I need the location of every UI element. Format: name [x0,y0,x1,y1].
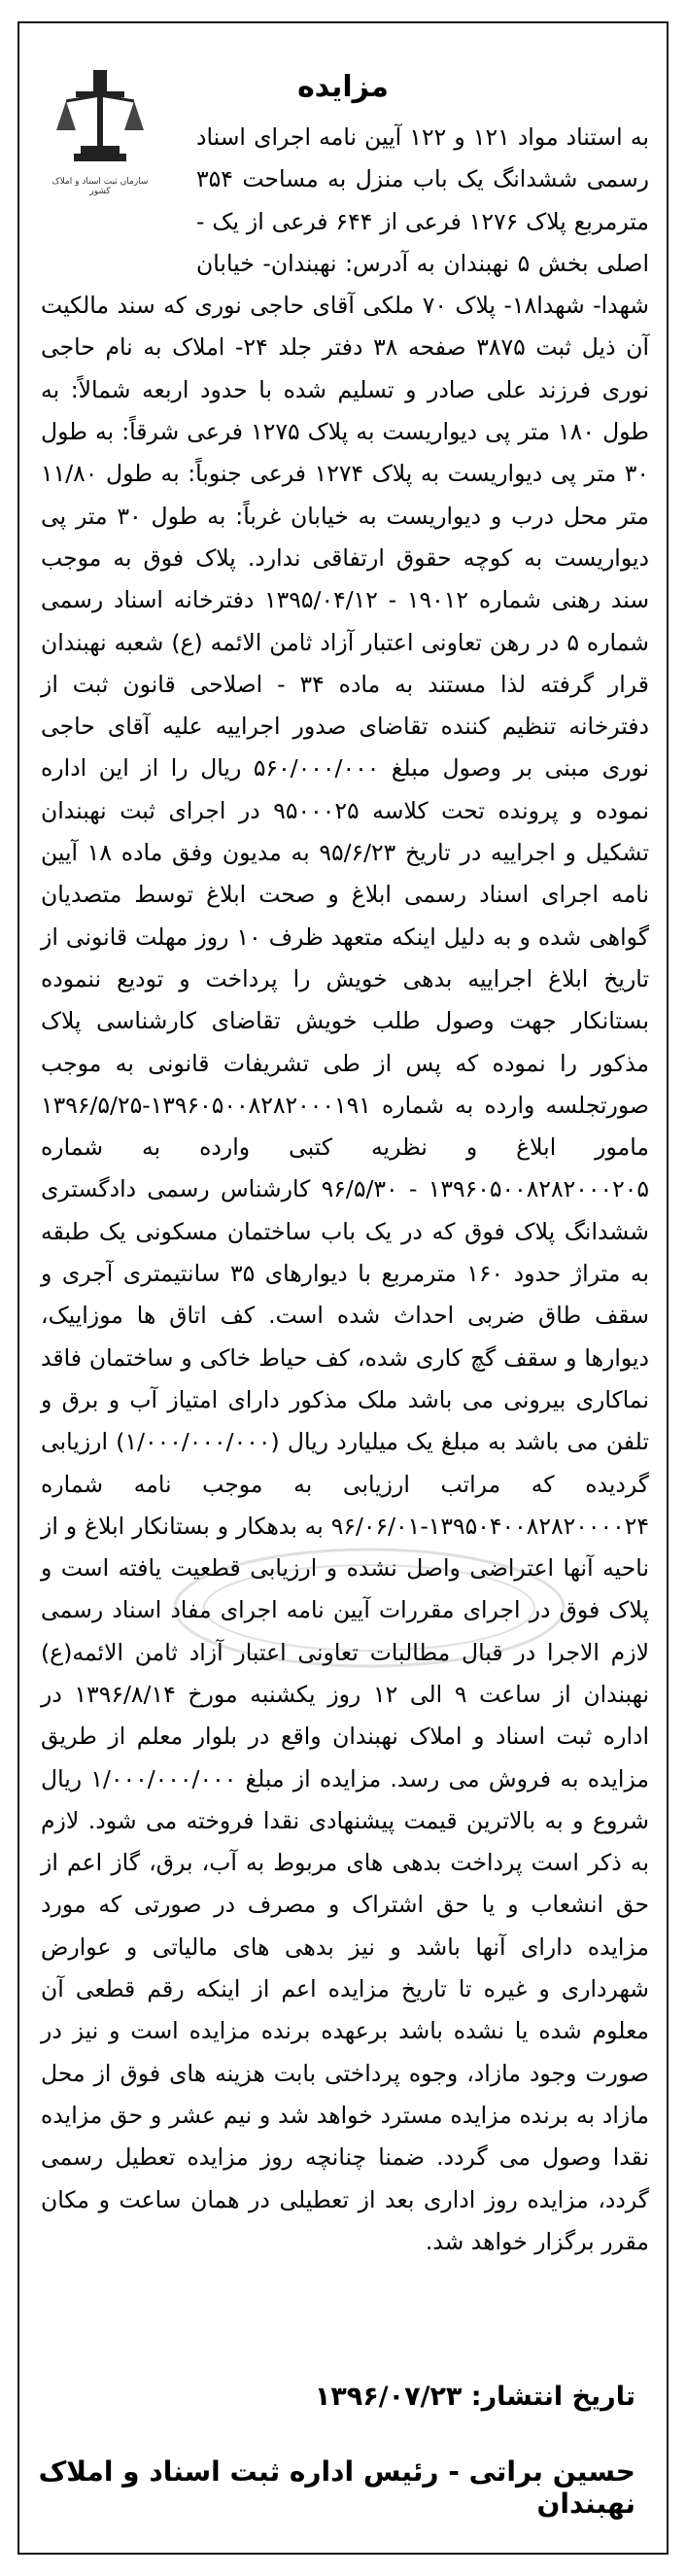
watermark-stamp [165,1540,573,1676]
notice-body-text: به استناد مواد ۱۲۱ و ۱۲۲ آیین نامه اجرای اسناد رسمی ششدانگ یک باب منزل به مساحت ۳۵۴ مترمربع پلاک ۱۲۷۶ فرعی از ۶۴۴ فرعی از یک - اصلی بخش ۵ نهبندان به آدرس: نهبندان- خیابان شهدا- شهدا۱۸- پلاک ۷۰ ملکی آقای حاجی نوری که سند مالکیت آن ذیل ثبت ۳۸۷۵ صفحه ۳۸ دفتر جلد ۲۴- املاک به نام حاجی نوری فرزند علی صادر و تسلیم شده با حدود اربعه شمالاً: به طول ۱۸۰ متر پی دیواریست به پلاک ۱۲۷۵ فرعی شرقاً: به طول ۳۰ متر پی دیواریست به پلاک ۱۲۷۴ فرعی جنوباً: به طول ۱۱/۸۰ متر محل درب و دیواریست به خیابان غرباً: به طول ۳۰ متر پی دیواریست به کوچه حقوق ارتفاقی ندارد. پلاک فوق به موجب سند رهنی شماره ۱۹۰۱۲ - ۱۳۹۵/۰۴/۱۲ دفترخانه اسناد رسمی شماره ۵ در رهن تعاونی اعتبار آزاد ثامن الائمه (ع) شعبه نهبندان قرار گرفته لذا مستند به ماده ۳۴ - اصلاحی قانون ثبت از دفترخانه تنظیم کننده تقاضای صدور اجراییه علیه آقای حاجی نوری مبنی بر وصول مبلغ ۵۶۰/۰۰۰/۰۰۰ ریال را از این اداره نموده و پرونده تحت کلاسه ۹۵۰۰۰۲۵ در اجرای ثبت نهبندان تشکیل و اجراییه در تاریخ ۹۵/۶/۲۳ به مدیون وفق ماده ۱۸ آیین نامه اجرای اسناد رسمی ابلاغ و صحت ابلاغ توسط متصدیان گواهی شده و به دلیل اینکه متعهد ظرف ۱۰ روز مهلت قانونی از تاریخ ابلاغ اجراییه بدهی خویش را پرداخت و تودیع ننموده بستانکار جهت وصول طلب خویش تقاضای کارشناسی پلاک مذکور را نموده که پس از طی تشریفات قانونی به موجب صورتجلسه وارده به شماره ۱۳۹۶۰۵۰۰۸۲۸۲۰۰۰۱۹۱-۱۳۹۶/۵/۲۵ مامور ابلاغ و نظریه کتبی وارده به شماره ۱۳۹۶۰۵۰۰۸۲۸۲۰۰۰۲۰۵ - ۹۶/۵/۳۰ کارشناس رسمی دادگستری ششدانگ پلاک فوق که در یک باب ساختمان مسکونی یک طبقه به متراژ حدود ۱۶۰ مترمربع با دیوارهای ۳۵ سانتیمتری آجری و سقف طاق ضربی احداث شده است. کف اتاق ها موزاییک، دیوارها و سقف گچ کاری شده، کف حیاط خاکی و ساختمان فاقد نماکاری بیرونی می باشد ملک مذکور دارای امتیاز آب و برق و تلفن می باشد به مبلغ یک میلیارد ریال (۱/۰۰۰/۰۰۰/۰۰۰) ارزیابی گردیده که مراتب ارزیابی به موجب نامه شماره ۱۳۹۵۰۴۰۰۸۲۸۲۰۰۰۰۲۴-۹۶/۰۶/۰۱ به بدهکار و بستانکار ابلاغ و از ناحیه آنها اعتراضی واصل نشده و ارزیابی قطعیت یافته است و پلاک فوق در اجرای مقررات آیین نامه اجرای مفاد اسناد رسمی لازم الاجرا در قبال مطالبات تعاونی اعتبار آزاد ثامن الائمه(ع) نهبندان از ساعت ۹ الی ۱۲ روز یکشنبه مورخ ۱۳۹۶/۸/۱۴ در اداره ثبت اسناد و املاک نهبندان واقع در بلوار معلم از طریق مزایده به فروش می رسد. مزایده از مبلغ ۱/۰۰۰/۰۰۰/۰۰۰ ریال شروع و به بالاترین قیمت پیشنهادی نقدا فروخته می شود. لازم به ذکر است پرداخت بدهی های مربوط به آب، برق، گاز اعم از حق انشعاب و یا حق اشتراک و مصرف در صورتی که مورد مزایده دارای آنها باشد و نیز بدهی های مالیاتی و عوارض شهرداری و غیره تا تاریخ مزایده اعم از اینکه رقم قطعی آن معلوم شده یا نشده باشد برعهده برنده مزایده است و نیز در صورت وجود مازاد، وجوه پرداختی بابت هزینه های فوق از محل مازاد به برنده مزایده مسترد خواهد شد و نیم عشر و حق مزایده نقدا وصول می گردد. ضمنا چنانچه روز مزایده تعطیل رسمی گردد، مزایده روز اداری بعد از تعطیلی در همان ساعت و مکان مقرر برگزار خواهد شد. [41,123,650,2255]
logo-spacer [41,117,196,262]
notice-frame [17,21,669,2555]
notice-body [41,117,649,2263]
signature-line: حسین براتی - رئیس اداره ثبت اسناد و املاک نهبندان [38,2455,635,2520]
publish-date: تاریخ انتشار: ۱۳۹۶/۰۷/۲۳ [314,2382,635,2412]
logo-caption: سازمان ثبت اسناد و املاک کشور [51,177,149,196]
notice-title: مزایده [297,70,389,104]
